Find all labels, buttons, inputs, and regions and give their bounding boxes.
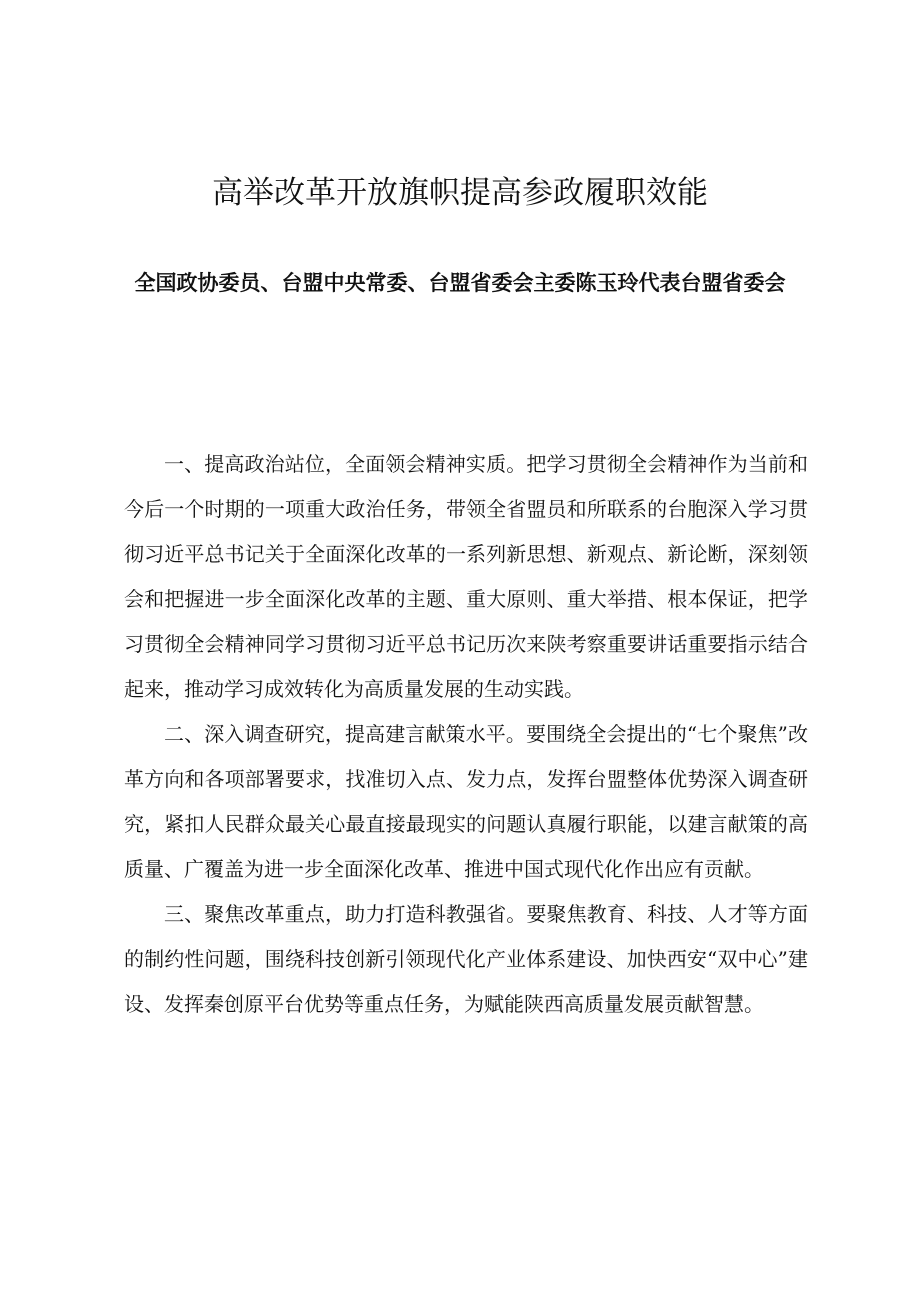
paragraph-3: 三、聚焦改革重点，助力打造科教强省。要聚焦教育、科技、人才等方面的制约性问题，围绕科技创新引领现代化产业体系建设、加快西安“双中心”建设、发挥秦创原平台优势等重点任务，为赋能陕西高质量发展贡献智慧。 [124, 902, 808, 1016]
paragraph-1: 一、提高政治站位，全面领会精神实质。把学习贯彻全会精神作为当前和今后一个时期的一项重大政治任务，带领全省盟员和所联系的台胞深入学习贯彻习近平总书记关于全面深化改革的一系列新思想、新观点、新论断，深刻领会和把握进一步全面深化改革的主题、重大原则、重大举措、根本保证，把学习贯彻全会精神同学习贯彻习近平总书记历次来陕考察重要讲话重要指示结合起来，推动学习成效转化为高质量发展的生动实践。 [124, 452, 808, 701]
paragraph-2: 二、深入调查研究，提高建言献策水平。要围绕全会提出的“七个聚焦”改革方向和各项部署要求，找准切入点、发力点，发挥台盟整体优势深入调查研究，紧扣人民群众最关心最直接最现实的问题认真履行职能，以建言献策的高质量、广覆盖为进一步全面深化改革、推进中国式现代化作出应有贡献。 [124, 722, 808, 881]
document-title: 高举改革开放旗帜提高参政履职效能 [212, 175, 708, 211]
document-subtitle: 全国政协委员、台盟中央常委、台盟省委会主委陈玉玲代表台盟省委会 [134, 270, 786, 295]
document-body [124, 442, 808, 1027]
